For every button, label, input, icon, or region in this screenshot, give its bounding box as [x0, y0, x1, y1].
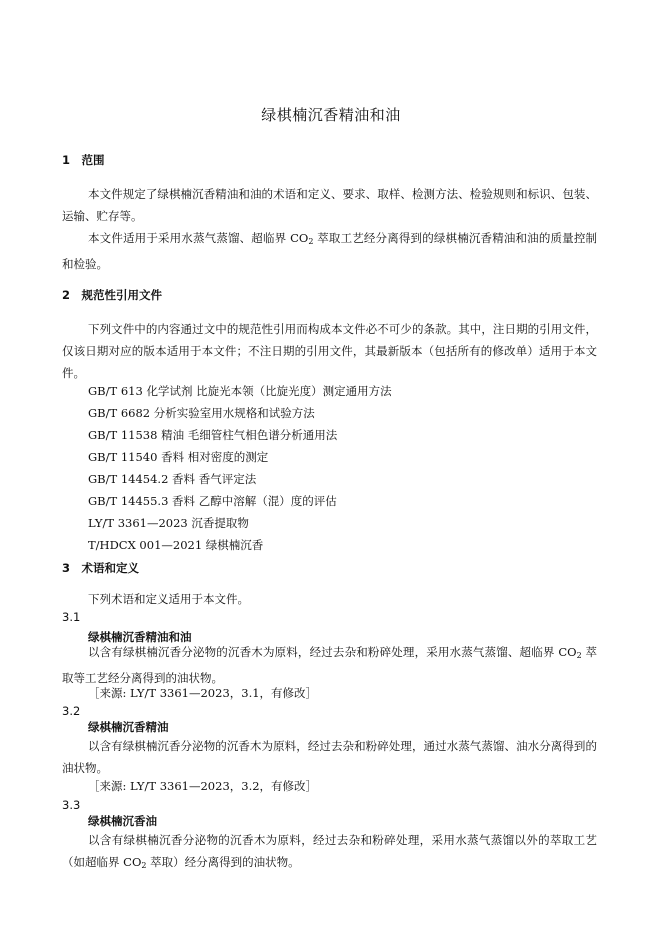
section-1-paragraph-1: 本文件规定了绿棋楠沉香精油和油的术语和定义、要求、取样、检测方法、检验规则和标识、包装、运输、贮存等。 — [62, 187, 597, 223]
reference-item: GB/T 14454.2 香料 香气评定法 — [88, 472, 257, 486]
reference-item: GB/T 14455.3 香料 乙醇中溶解（混）度的评估 — [88, 494, 337, 508]
reference-item: GB/T 11540 香料 相对密度的测定 — [88, 450, 269, 464]
section-2-heading: 2 规范性引用文件 — [62, 288, 163, 302]
reference-item: GB/T 6682 分析实验室用水规格和试验方法 — [88, 406, 315, 420]
reference-item: LY/T 3361—2023 沉香提取物 — [88, 516, 249, 530]
document-title: 绿棋楠沉香精油和油 — [261, 106, 401, 124]
section-2-intro: 下列文件中的内容通过文中的规范性引用而构成本文件必不可少的条款。其中，注日期的引用文件，仅该日期对应的版本适用于本文件；不注日期的引用文件，其最新版本（包括所有的修改单）适用于本文件。 — [62, 322, 597, 380]
term-title: 绿棋楠沉香油 — [88, 814, 157, 828]
term-definition: 以含有绿棋楠沉香分泌物的沉香木为原料，经过去杂和粉碎处理，通过水蒸气蒸馏、油水分离得到的油状物。 — [62, 739, 597, 775]
term-definition: 以含有绿棋楠沉香分泌物的沉香木为原料，经过去杂和粉碎处理，采用水蒸气蒸馏、超临界 $CO_2$ 萃取等工艺经分离得到的油状物。 — [62, 645, 597, 685]
term-number: 3.1 — [62, 610, 81, 624]
reference-item: T/HDCX 001—2021 绿棋楠沉香 — [88, 538, 264, 552]
term-definition: 以含有绿棋楠沉香分泌物的沉香木为原料，经过去杂和粉碎处理，采用水蒸气蒸馏以外的萃取工艺（如超临界 $CO_2$ 萃取）经分离得到的油状物。 — [62, 833, 597, 870]
term-title: 绿棋楠沉香精油 — [88, 720, 169, 734]
term-number: 3.3 — [62, 798, 81, 812]
term-source: ［来源: LY/T 3361—2023，3.2，有修改］ — [88, 779, 318, 793]
section-3-intro: 下列术语和定义适用于本文件。 — [88, 592, 249, 606]
term-number: 3.2 — [62, 704, 81, 718]
term-source: ［来源: LY/T 3361—2023，3.1，有修改］ — [88, 686, 318, 700]
reference-item: GB/T 11538 精油 毛细管柱气相色谱分析通用法 — [88, 428, 338, 442]
section-3-heading: 3 术语和定义 — [62, 561, 140, 575]
reference-item: GB/T 613 化学试剂 比旋光本领（比旋光度）测定通用方法 — [88, 384, 392, 398]
section-1-heading: 1 范围 — [62, 153, 105, 167]
term-title: 绿棋楠沉香精油和油 — [88, 630, 192, 644]
section-1-paragraph-2: 本文件适用于采用水蒸气蒸馏、超临界 $CO_2$ 萃取工艺经分离得到的绿棋楠沉香精油和油的质量控制和检验。 — [62, 231, 597, 271]
